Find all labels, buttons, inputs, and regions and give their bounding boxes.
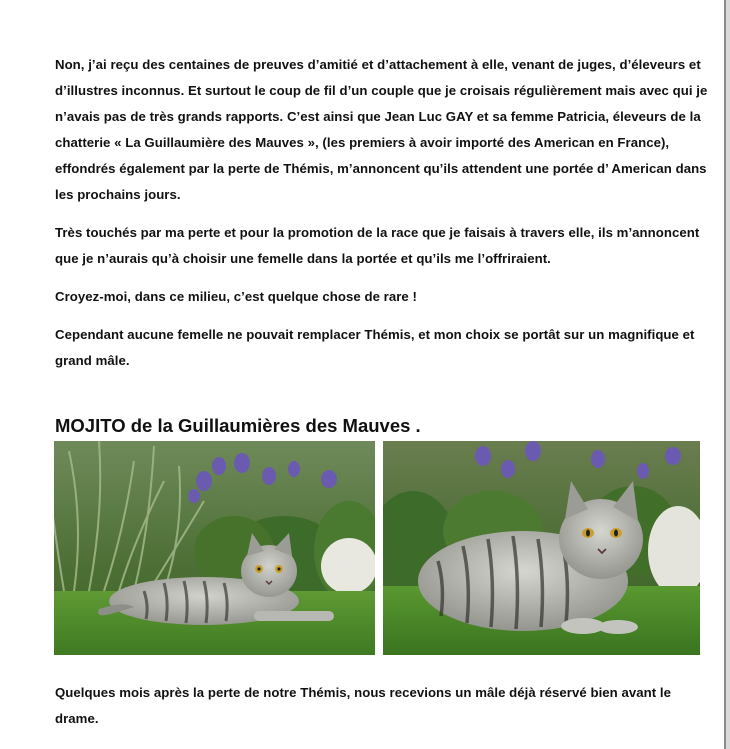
closing-block — [55, 680, 710, 744]
paragraph-closing: Quelques mois après la perte de notre Thémis, nous recevions un mâle déjà réservé bien avant le drame. — [55, 685, 671, 726]
cat-photo-sitting — [383, 441, 700, 655]
paragraph-4: Cependant aucune femelle ne pouvait remplacer Thémis, et mon choix se portât sur un magnifique et grand mâle. — [55, 327, 695, 368]
section-heading: MOJITO de la Guillaumières des Mauves . — [55, 415, 421, 436]
page-edge-shadow — [726, 0, 730, 749]
document-body — [55, 52, 710, 386]
paragraph-2: Très touchés par ma perte et pour la promotion de la race que je faisais à travers elle, ils m’annoncent que je n’aurais qu’à choisir une femelle dans la portée et qu’ils me l’offriraient. — [55, 225, 700, 266]
cat-photo-lying — [54, 441, 375, 655]
paragraph-3: Croyez-moi, dans ce milieu, c’est quelque chose de rare ! — [55, 289, 417, 304]
paragraph-1: Non, j’ai reçu des centaines de preuves d’amitié et d’attachement à elle, venant de juges, d’éleveurs et d’illustres inconnus. Et surtout le coup de fil d’un couple que je croisais régulièrement mais avec qui je n’avais pas de très grands rapports. C’est ainsi que Jean Luc GAY et sa femme Patricia, éleveurs de la chatterie « La Guillaumière des Mauves », (les premiers à avoir importé des American en France), effondrés également par la perte de Thémis, m’annoncent qu’ils attendent une portée d’ American dans les prochains jours. — [55, 57, 708, 202]
